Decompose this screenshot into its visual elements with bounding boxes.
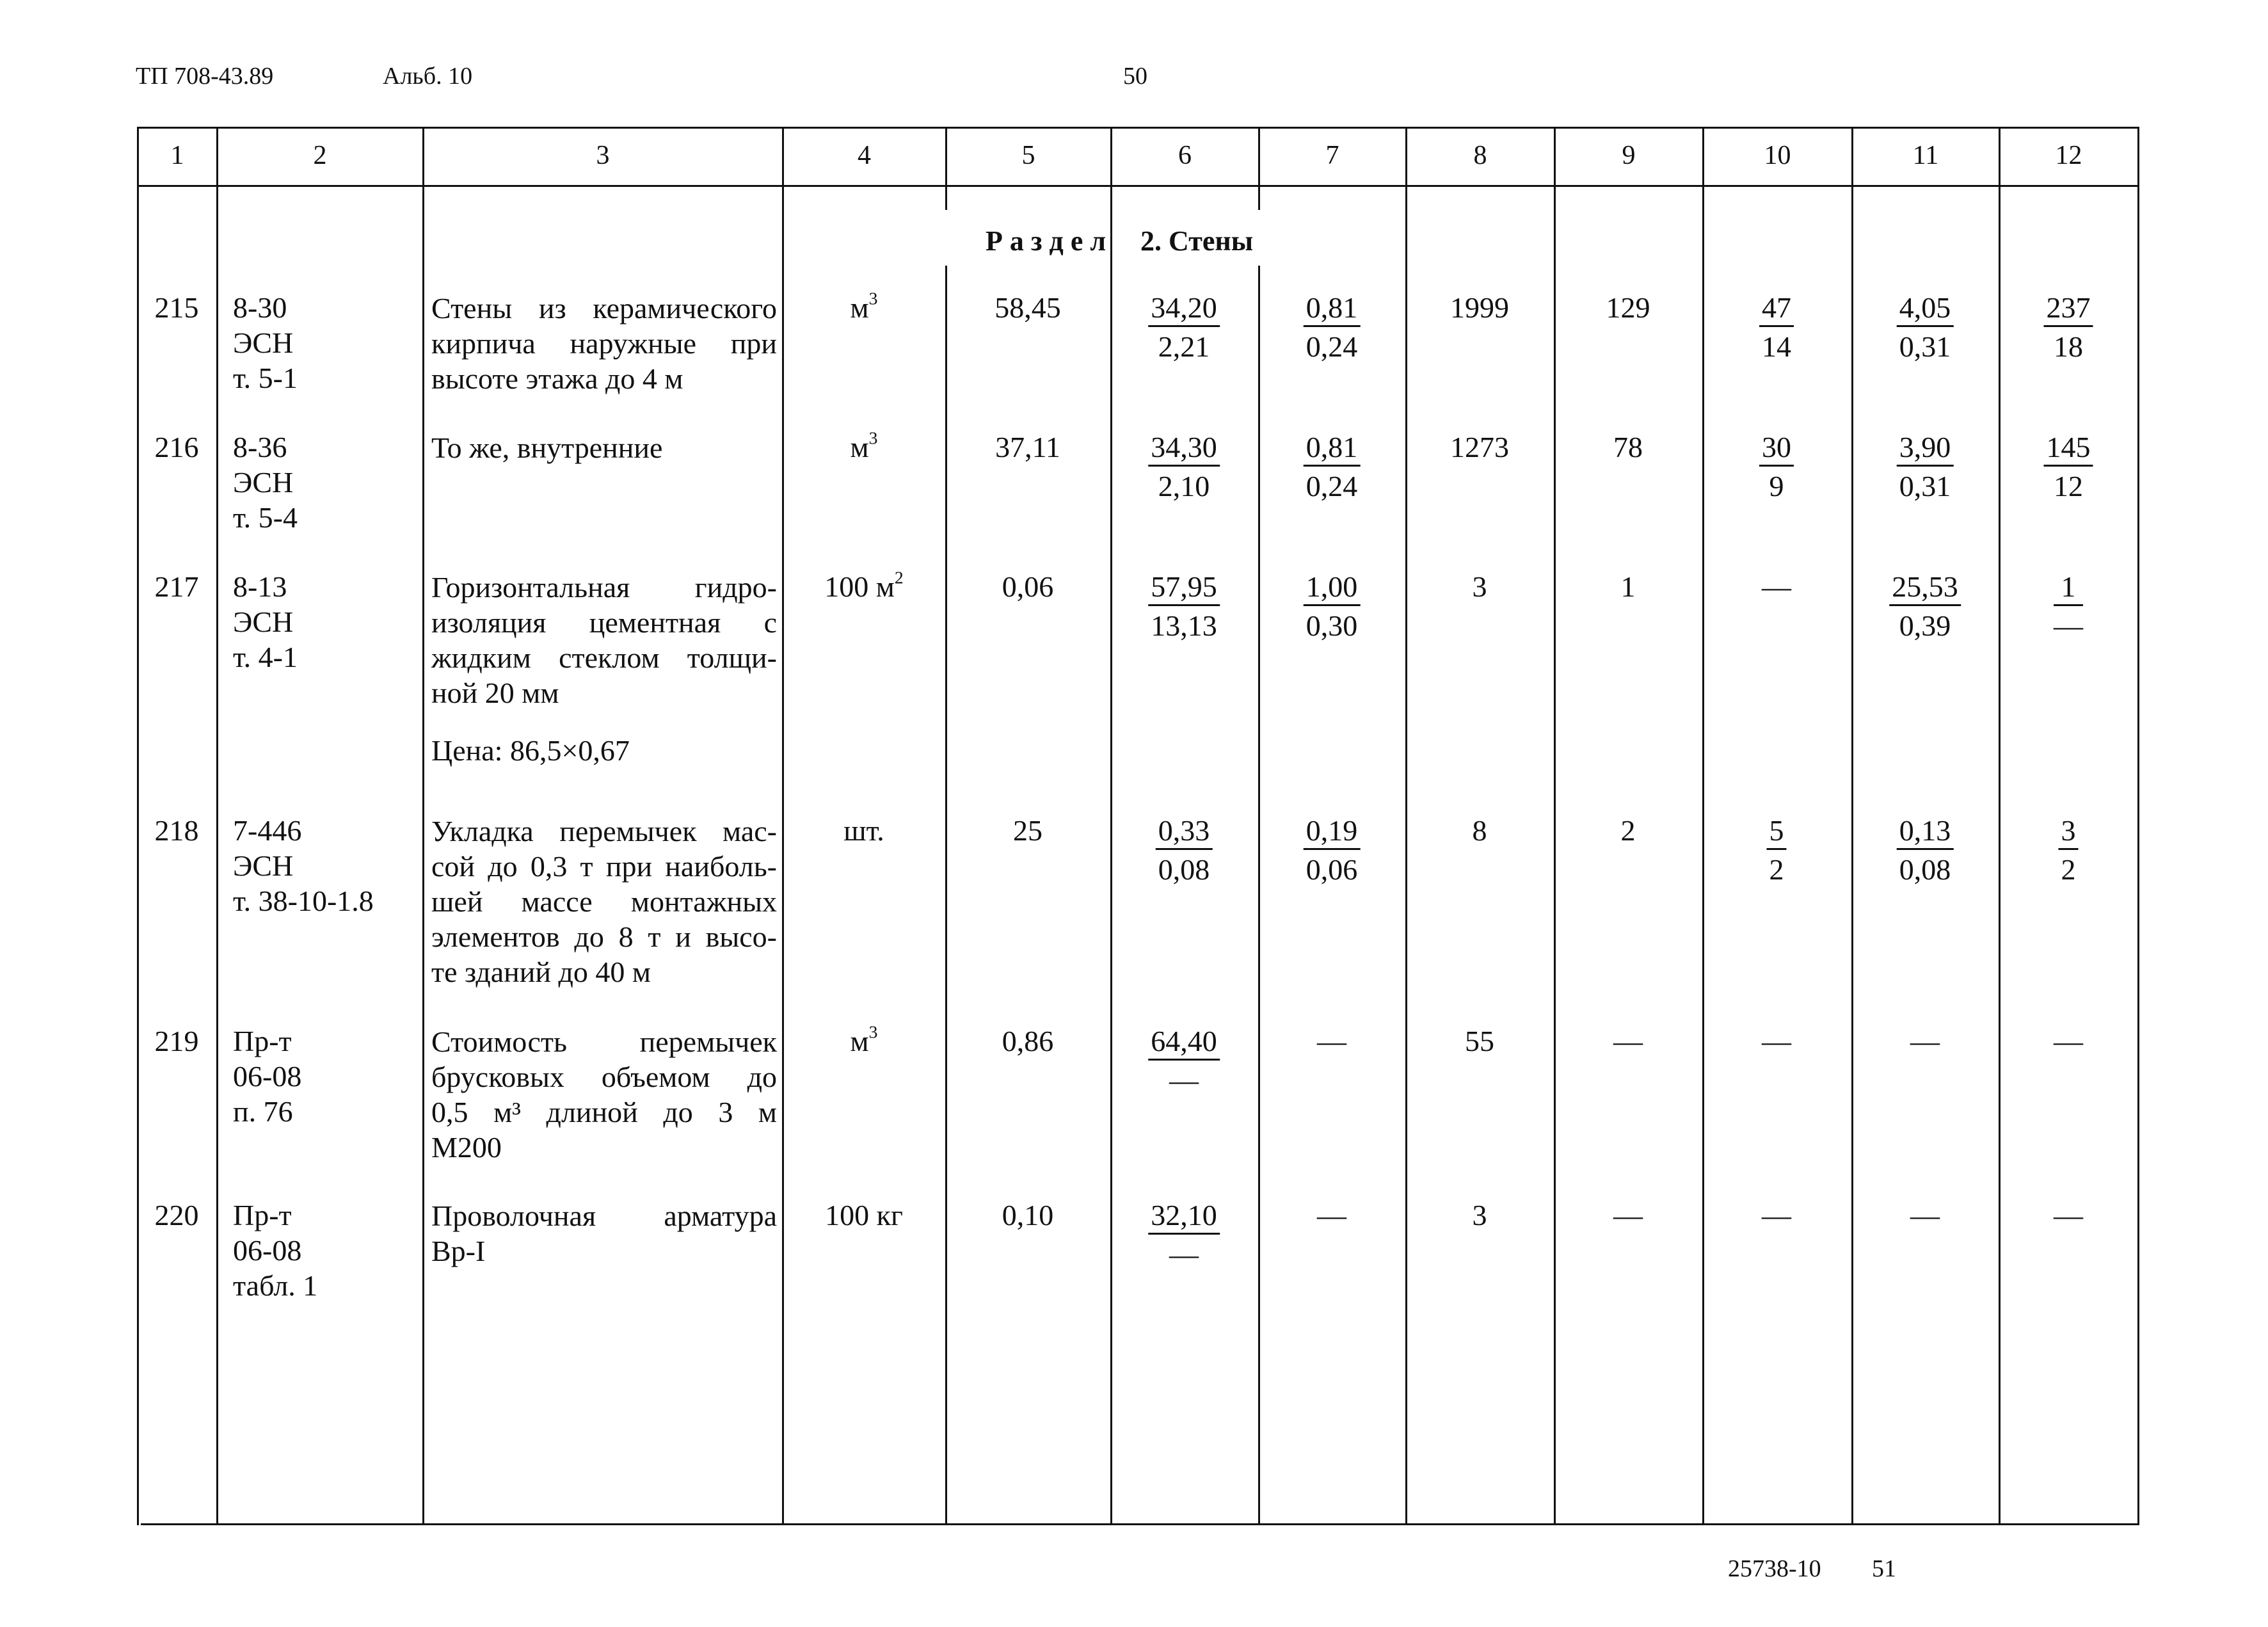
cell-column-9: 1 <box>1620 570 1636 603</box>
column-number-4: 4 <box>858 141 871 170</box>
row-number: 218 <box>154 814 199 847</box>
norm-code-line: п. 76 <box>233 1095 293 1128</box>
row-number: 219 <box>154 1025 199 1057</box>
cell-column-6 <box>1148 433 1220 501</box>
cell-column-10-denominator: 2 <box>1769 853 1784 886</box>
cell-column-9: 129 <box>1606 291 1650 324</box>
cell-column-9: 2 <box>1620 814 1636 847</box>
cell-column-9: 78 <box>1613 431 1643 463</box>
cell-column-6 <box>1148 1027 1220 1095</box>
cell-column-10-numerator: 30 <box>1759 433 1794 467</box>
unit-of-measure <box>787 1201 941 1230</box>
column-divider-3 <box>782 127 784 1525</box>
work-description <box>431 814 777 990</box>
quantity: 58,45 <box>994 291 1061 324</box>
work-description <box>431 570 777 710</box>
cell-column-12-denominator: — <box>2054 609 2083 642</box>
cell-column-7-denominator: 0,24 <box>1306 330 1358 363</box>
description-line: брусковых объемом до <box>431 1061 777 1093</box>
unit-exponent: 3 <box>868 428 878 448</box>
description-line: те зданий до 40 м <box>431 956 651 988</box>
cell-column-12 <box>2059 816 2079 885</box>
cell-column-10-denominator: 14 <box>1762 330 1791 363</box>
row-number: 217 <box>154 570 199 603</box>
section-title <box>986 227 1253 255</box>
cell-column-6-numerator: 34,30 <box>1148 433 1220 467</box>
unit-of-measure <box>787 567 941 603</box>
unit-exponent: 3 <box>868 288 878 309</box>
cell-column-10: — <box>1762 570 1791 603</box>
description-line: Проволочная арматура <box>431 1199 777 1232</box>
page-number: 50 <box>1123 63 1147 90</box>
work-description <box>431 291 777 396</box>
norm-code-line: ЭСН <box>233 326 294 359</box>
cell-column-6-numerator: 57,95 <box>1148 572 1220 606</box>
column-divider-10 <box>1851 127 1853 1525</box>
norm-code-line: т. 5-1 <box>233 362 298 394</box>
description-line: шей массе монтажных <box>431 885 777 918</box>
cell-column-12-numerator: 1 <box>2054 572 2083 606</box>
cell-column-8: 8 <box>1472 814 1487 847</box>
norm-code-line: Пр-т <box>233 1199 292 1231</box>
table-bottom-border <box>141 1523 2139 1525</box>
cell-column-6-denominator: 2,10 <box>1158 470 1210 502</box>
cell-column-10: — <box>1762 1025 1791 1057</box>
section-title-word: Р а з д е л <box>986 225 1106 257</box>
description-line: кирпича наружные при <box>431 327 777 360</box>
cell-column-7-denominator: 0,30 <box>1306 609 1358 642</box>
description-line: М200 <box>431 1131 502 1164</box>
cell-column-7 <box>1304 433 1361 501</box>
column-divider-2 <box>422 127 424 1525</box>
cell-column-7-denominator: 0,24 <box>1306 470 1358 502</box>
cell-column-7-numerator: 0,81 <box>1304 293 1361 327</box>
norm-code-line: 06-08 <box>233 1234 302 1267</box>
column-number-10: 10 <box>1764 141 1791 170</box>
cell-column-7 <box>1304 816 1361 885</box>
quantity: 0,06 <box>1002 570 1054 603</box>
cell-column-6 <box>1148 1201 1220 1269</box>
cell-column-7-numerator: 1,00 <box>1304 572 1361 606</box>
cell-column-12 <box>2044 293 2093 362</box>
footer-sheet: 51 <box>1872 1555 1896 1582</box>
cell-column-7-denominator: 0,06 <box>1306 853 1358 886</box>
quantity: 37,11 <box>995 431 1060 463</box>
cell-column-10 <box>1767 816 1787 885</box>
cell-column-6-numerator: 34,20 <box>1148 293 1220 327</box>
cell-column-7: — <box>1317 1025 1346 1057</box>
cell-column-12: — <box>2054 1025 2083 1057</box>
quantity: 25 <box>1013 814 1042 847</box>
cell-column-11 <box>1889 572 1961 641</box>
cell-column-6-numerator: 32,10 <box>1148 1201 1220 1235</box>
description-line: Вр-I <box>431 1235 486 1267</box>
cell-column-12: — <box>2054 1199 2083 1231</box>
cell-column-12 <box>2054 572 2083 641</box>
work-description <box>431 1024 777 1165</box>
norm-code-line: ЭСН <box>233 466 294 499</box>
cell-column-8: 1273 <box>1450 431 1509 463</box>
cell-column-7-numerator: 0,19 <box>1304 816 1361 850</box>
unit-of-measure <box>787 816 941 846</box>
row-number: 216 <box>154 431 199 463</box>
cell-column-10 <box>1759 293 1794 362</box>
cell-column-10-numerator: 5 <box>1767 816 1787 850</box>
cell-column-8: 3 <box>1472 1199 1487 1231</box>
norm-code-line: 8-13 <box>233 570 287 603</box>
cell-column-11: — <box>1910 1199 1940 1231</box>
description-line: Укладка перемычек мас- <box>431 815 777 847</box>
norm-code-line: т. 5-4 <box>233 501 298 534</box>
cell-column-11 <box>1897 293 1954 362</box>
table-top-border <box>137 127 2137 129</box>
description-line: ной 20 мм <box>431 677 559 709</box>
norm-code-line: т. 38-10-1.8 <box>233 885 374 917</box>
column-number-5: 5 <box>1021 141 1035 170</box>
column-number-6: 6 <box>1178 141 1192 170</box>
cell-column-6-denominator: — <box>1169 1064 1199 1096</box>
description-line: Горизонтальная гидро- <box>431 571 777 604</box>
column-number-12: 12 <box>2055 141 2082 170</box>
quantity: 0,10 <box>1002 1199 1054 1231</box>
cell-column-11: — <box>1910 1025 1940 1057</box>
cell-column-10 <box>1759 433 1794 501</box>
description-line: элементов до 8 т и высо- <box>431 920 777 953</box>
unit-of-measure <box>787 428 941 463</box>
unit-label: м <box>850 291 869 324</box>
cell-column-11 <box>1897 816 1954 885</box>
cell-column-11-denominator: 0,39 <box>1899 609 1951 642</box>
column-number-3: 3 <box>596 141 610 170</box>
description-line: изоляция цементная с <box>431 606 777 639</box>
cell-column-12-denominator: 18 <box>2054 330 2083 363</box>
unit-of-measure <box>787 288 941 324</box>
norm-code-line: ЭСН <box>233 605 294 638</box>
cell-column-6-denominator: — <box>1169 1238 1199 1270</box>
cell-column-10-denominator: 9 <box>1769 470 1784 502</box>
norm-code-line: ЭСН <box>233 849 294 882</box>
cell-column-10-numerator: 47 <box>1759 293 1794 327</box>
column-divider-6 <box>1258 266 1260 1525</box>
unit-of-measure <box>787 1022 941 1057</box>
norm-code-line: Пр-т <box>233 1025 292 1057</box>
description-line: 0,5 м³ длиной до 3 м <box>431 1096 777 1128</box>
row-number: 220 <box>154 1199 199 1231</box>
description-line: жидким стеклом толщи- <box>431 641 777 674</box>
work-description <box>431 1198 777 1269</box>
norm-code-line: 8-36 <box>233 431 287 463</box>
column-number-8: 8 <box>1473 141 1487 170</box>
price-note: Цена: 86,5×0,67 <box>431 734 630 767</box>
cell-column-6-denominator: 13,13 <box>1151 609 1217 642</box>
unit-label: 100 кг <box>825 1199 903 1231</box>
unit-exponent: 3 <box>868 1022 878 1042</box>
column-number-11: 11 <box>1912 141 1939 170</box>
cell-column-6 <box>1148 293 1220 362</box>
norm-code-line: 06-08 <box>233 1060 302 1093</box>
cell-column-11-denominator: 0,31 <box>1899 470 1951 502</box>
cell-column-11-numerator: 25,53 <box>1889 572 1961 606</box>
cell-column-6-numerator: 64,40 <box>1148 1027 1220 1061</box>
cell-column-6 <box>1156 816 1213 885</box>
cell-column-7: — <box>1317 1199 1346 1231</box>
cell-column-7-numerator: 0,81 <box>1304 433 1361 467</box>
cell-column-11 <box>1897 433 1954 501</box>
document-code: ТП 708-43.89 <box>136 63 274 90</box>
description-line: сой до 0,3 т при наиболь- <box>431 850 777 883</box>
unit-exponent: 2 <box>894 567 904 588</box>
norm-code-line: 7-446 <box>233 814 302 847</box>
cell-column-12-denominator: 12 <box>2054 470 2083 502</box>
cell-column-12-numerator: 3 <box>2059 816 2079 850</box>
cell-column-6-denominator: 0,08 <box>1158 853 1210 886</box>
cell-column-6-denominator: 2,21 <box>1158 330 1210 363</box>
cell-column-12-numerator: 237 <box>2044 293 2093 327</box>
description-line: То же, внутренние <box>431 431 663 464</box>
norm-code-line: 8-30 <box>233 291 287 324</box>
column-number-7: 7 <box>1325 141 1339 170</box>
cell-column-11-denominator: 0,08 <box>1899 853 1951 886</box>
cell-column-11-numerator: 3,90 <box>1897 433 1954 467</box>
quantity: 0,86 <box>1002 1025 1054 1057</box>
unit-label: м <box>850 431 869 463</box>
cell-column-12-numerator: 145 <box>2044 433 2093 467</box>
cell-column-11-denominator: 0,31 <box>1899 330 1951 363</box>
description-line: Стоимость перемычек <box>431 1025 777 1058</box>
cell-column-11-numerator: 4,05 <box>1897 293 1954 327</box>
album-label: Альб. 10 <box>383 63 473 90</box>
unit-label: м <box>850 1025 869 1057</box>
column-number-1: 1 <box>170 141 184 170</box>
unit-label: 100 м <box>824 570 895 603</box>
cell-column-9: — <box>1613 1025 1643 1057</box>
norm-code-line: табл. 1 <box>233 1269 318 1302</box>
header-row-border <box>137 185 2137 187</box>
cell-column-8: 55 <box>1465 1025 1494 1057</box>
cell-column-12-denominator: 2 <box>2061 853 2076 886</box>
column-number-2: 2 <box>313 141 327 170</box>
table-right-border <box>2137 127 2139 1525</box>
section-title-name: 2. Стены <box>1140 225 1254 257</box>
column-number-9: 9 <box>1622 141 1636 170</box>
work-description <box>431 430 777 465</box>
unit-label: шт. <box>843 814 884 847</box>
description-line: высоте этажа до 4 м <box>431 362 683 395</box>
cell-column-6 <box>1148 572 1220 641</box>
footer-code: 25738-10 <box>1728 1555 1821 1582</box>
cell-column-8: 3 <box>1472 570 1487 603</box>
cell-column-11-numerator: 0,13 <box>1897 816 1954 850</box>
cell-column-7 <box>1304 293 1361 362</box>
row-number: 215 <box>154 291 199 324</box>
column-divider-11 <box>1999 127 2000 1525</box>
cell-column-6-numerator: 0,33 <box>1156 816 1213 850</box>
cell-column-12 <box>2044 433 2093 501</box>
cell-column-9: — <box>1613 1199 1643 1231</box>
cell-column-7 <box>1304 572 1361 641</box>
norm-code-line: т. 4-1 <box>233 641 298 673</box>
cell-column-8: 1999 <box>1450 291 1509 324</box>
description-line: Стены из керамического <box>431 292 777 325</box>
cell-column-10: — <box>1762 1199 1791 1231</box>
